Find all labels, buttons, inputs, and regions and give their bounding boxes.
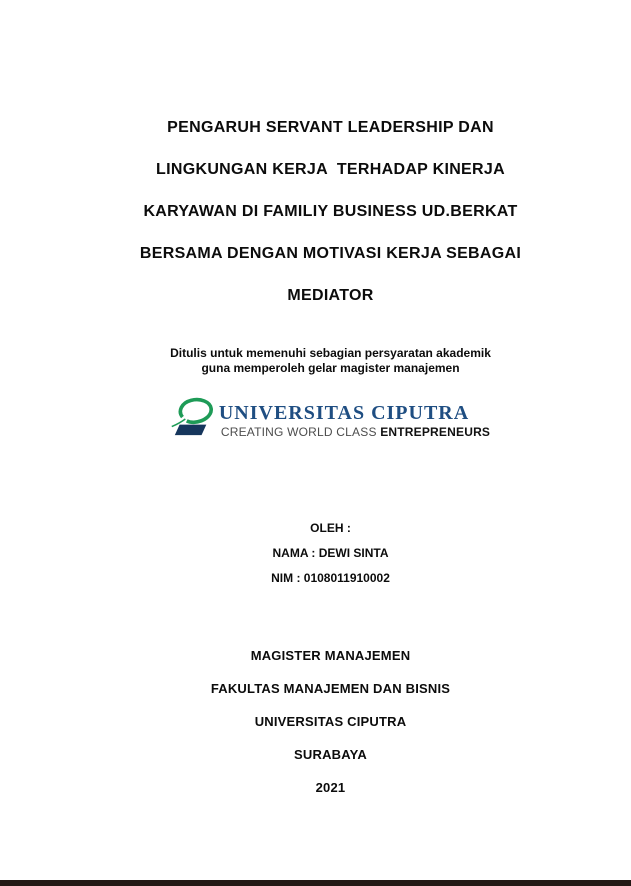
- city-name: SURABAYA: [294, 747, 367, 762]
- thesis-subtitle: [30, 346, 631, 376]
- tagline-prefix: CREATING WORLD CLASS: [220, 425, 381, 439]
- university-wordmark: UNIVERSITAS CIPUTRA: [218, 402, 470, 424]
- logo-text-block: [219, 402, 490, 439]
- bottom-edge-bar: [0, 880, 631, 886]
- university-tagline: [219, 425, 490, 439]
- author-name: NAMA : DEWI SINTA: [272, 546, 389, 560]
- title-line-1: PENGARUH SERVANT LEADERSHIP DAN: [167, 119, 494, 136]
- title-line-4: BERSAMA DENGAN MOTIVASI KERJA SEBAGAI: [139, 245, 522, 262]
- thesis-title: [30, 107, 631, 317]
- university-logo: [30, 394, 631, 442]
- program-name: MAGISTER MANAJEMEN: [250, 648, 411, 663]
- institution-block: [30, 639, 631, 804]
- faculty-name: FAKULTAS MANAJEMEN DAN BISNIS: [210, 681, 451, 696]
- university-name: UNIVERSITAS CIPUTRA: [254, 714, 407, 729]
- ciputra-swoosh-logo-icon: [171, 394, 213, 442]
- tagline-entrepreneurs: ENTREPRENEURS: [380, 425, 491, 439]
- author-nim: NIM : 0108011910002: [271, 571, 390, 585]
- cover-content: [30, 0, 631, 886]
- title-line-5: MEDIATOR: [287, 287, 374, 304]
- year: 2021: [315, 780, 346, 795]
- oleh-label: OLEH :: [310, 521, 351, 535]
- author-block: [30, 516, 631, 591]
- title-line-3: KARYAWAN DI FAMILIY BUSINESS UD.BERKAT: [143, 203, 518, 220]
- title-line-2: LINGKUNGAN KERJA TERHADAP KINERJA: [156, 161, 505, 178]
- logo-pedestal-shape: [175, 425, 207, 436]
- subtitle-line-2: guna memperoleh gelar magister manajemen: [201, 361, 460, 375]
- subtitle-line-1: Ditulis untuk memenuhi sebagian persyaratan akademik: [170, 346, 491, 360]
